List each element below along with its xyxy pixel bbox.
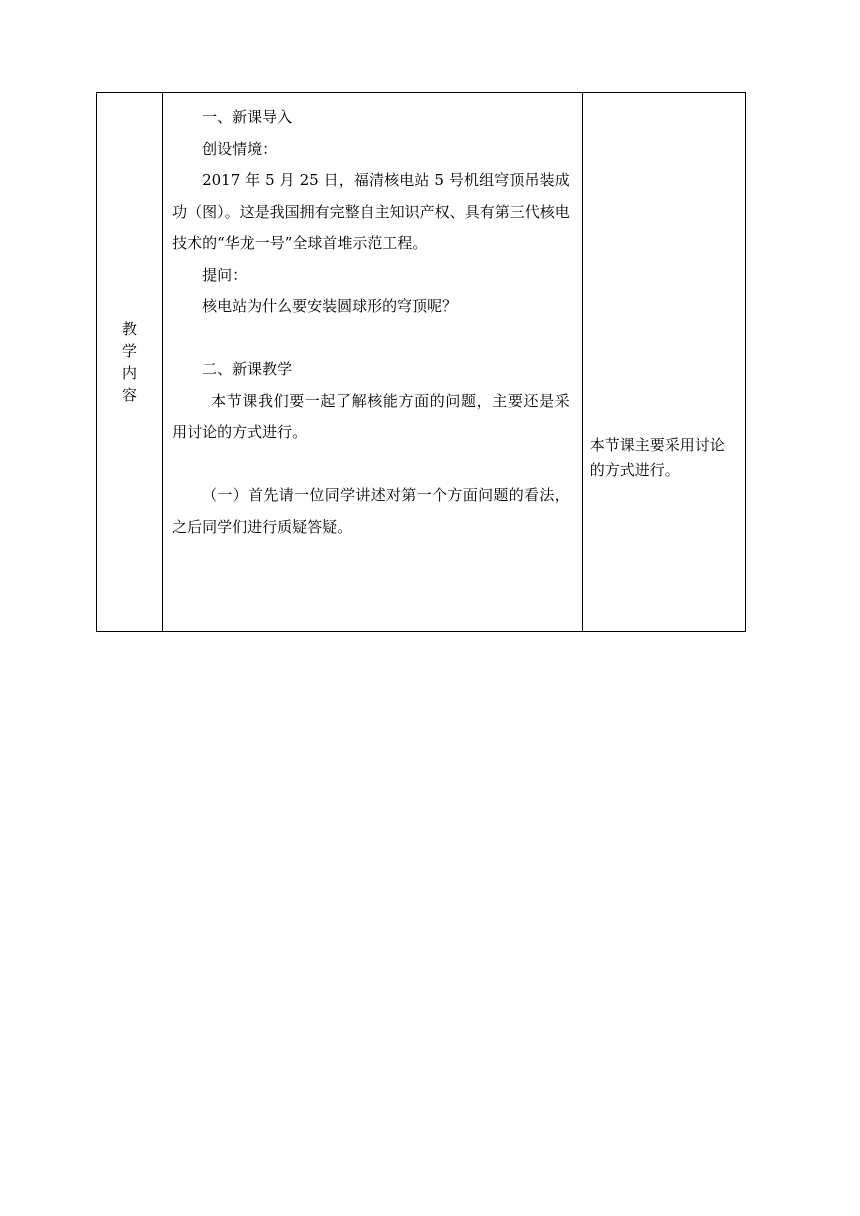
question-text: 核电站为什么要安装圆球形的穹顶呢？ (202, 297, 458, 315)
scenario-text: 2017 年 5 月 25 日，福清核电站 5 号机组穹顶吊装成功（图）。这是我国拥有完整自主知识产权、具有第三代核电技术的“华龙一号”全球首堆示范工程。 (172, 171, 570, 252)
content-cell (163, 93, 583, 632)
question-label: 提问： (202, 265, 248, 284)
heading-teaching: 二、新课教学 (202, 360, 293, 378)
heading-intro: 一、新课导入 (202, 108, 293, 126)
table-row (97, 93, 746, 632)
blank-line (172, 323, 570, 355)
note-cell (582, 93, 745, 632)
note-text: 本节课主要采用讨论的方式进行。 (589, 436, 725, 479)
step-one-text: （一）首先请一位同学讲述对第一个方面问题的看法，之后同学们进行质疑答疑。 (172, 486, 570, 536)
lesson-plan-table (96, 92, 746, 632)
teaching-text: 本节课我们要一起了解核能方面的问题，主要还是采用讨论的方式进行。 (172, 391, 570, 441)
scenario-label: 创设情境： (202, 139, 278, 158)
section-label: 教学内容 (122, 320, 138, 404)
section-label-cell (97, 93, 163, 632)
blank-line (172, 449, 570, 481)
